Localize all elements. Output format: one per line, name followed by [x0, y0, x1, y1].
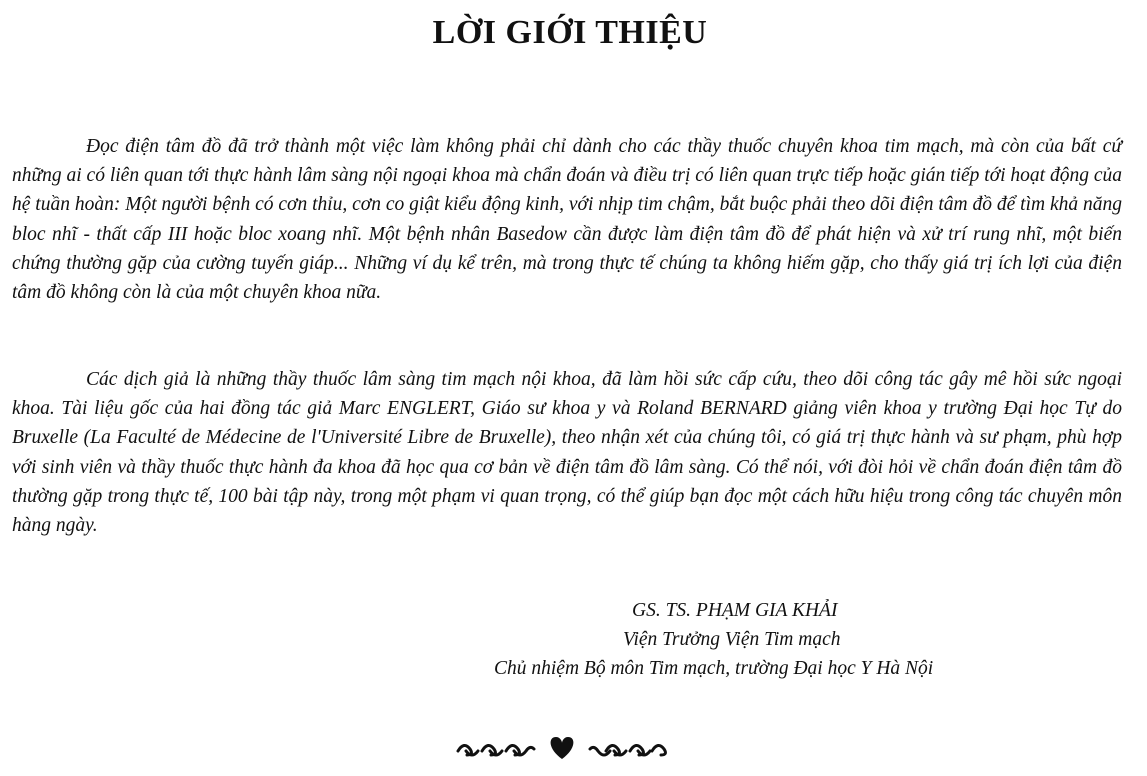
signature-role: Viện Trưởng Viện Tim mạch [623, 629, 841, 650]
intro-paragraph-1: Đọc điện tâm đồ đã trở thành một việc làm không phải chỉ dành cho các thầy thuốc chuyên khoa tim mạch, mà còn của bất cứ những ai có liên quan tới thực hành lâm sàng nội ngoại khoa mà chẩn đoán và điều trị có liên quan trực tiếp hoặc gián tiếp tới hoạt động của hệ tuần hoàn: Một người bệnh có cơn thỉu, cơn co giật kiểu động kinh, với nhịp tim chậm, bắt buộc phải theo dõi điện tâm đồ để tìm khả năng bloc nhĩ - thất cấp III hoặc bloc xoang nhĩ. Một bệnh nhân Basedow cần được làm điện tâm đồ để phát hiện và xử trí rung nhĩ, một biến chứng thường gặp của cường tuyến giáp... Những ví dụ kể trên, mà trong thực tế chúng ta không hiếm gặp, cho thấy giá trị ích lợi của điện tâm đồ không còn là của một chuyên khoa nữa. [12, 136, 1122, 304]
signature-department: Chủ nhiệm Bộ môn Tim mạch, trường Đại học Y Hà Nội [494, 658, 934, 679]
heart-scroll-divider-icon [452, 735, 672, 761]
signature-name: GS. TS. PHẠM GIA KHẢI [632, 600, 838, 621]
intro-paragraph-2: Các dịch giả là những thầy thuốc lâm sàng tim mạch nội khoa, đã làm hồi sức cấp cứu, theo dõi công tác gây mê hồi sức ngoại khoa. Tài liệu gốc của hai đồng tác giả Marc ENGLERT, Giáo sư khoa y và Roland BERNARD giảng viên khoa y trường Đại học Tự do Bruxelle (La Faculté de Médecine de l'Université Libre de Bruxelle), theo nhận xét của chúng tôi, có giá trị thực hành và sư phạm, phù hợp với sinh viên và thầy thuốc thực hành đa khoa đã học qua cơ bản về điện tâm đồ lâm sàng. Có thể nói, với đòi hỏi về chẩn đoán điện tâm đồ thường gặp trong thực tế, 100 bài tập này, trong một phạm vi quan trọng, có thể giúp bạn đọc một cách hữu hiệu trong công tác chuyên môn hàng ngày. [12, 369, 1122, 537]
page-title: LỜI GIỚI THIỆU [432, 14, 708, 51]
signature-block [480, 596, 1080, 683]
